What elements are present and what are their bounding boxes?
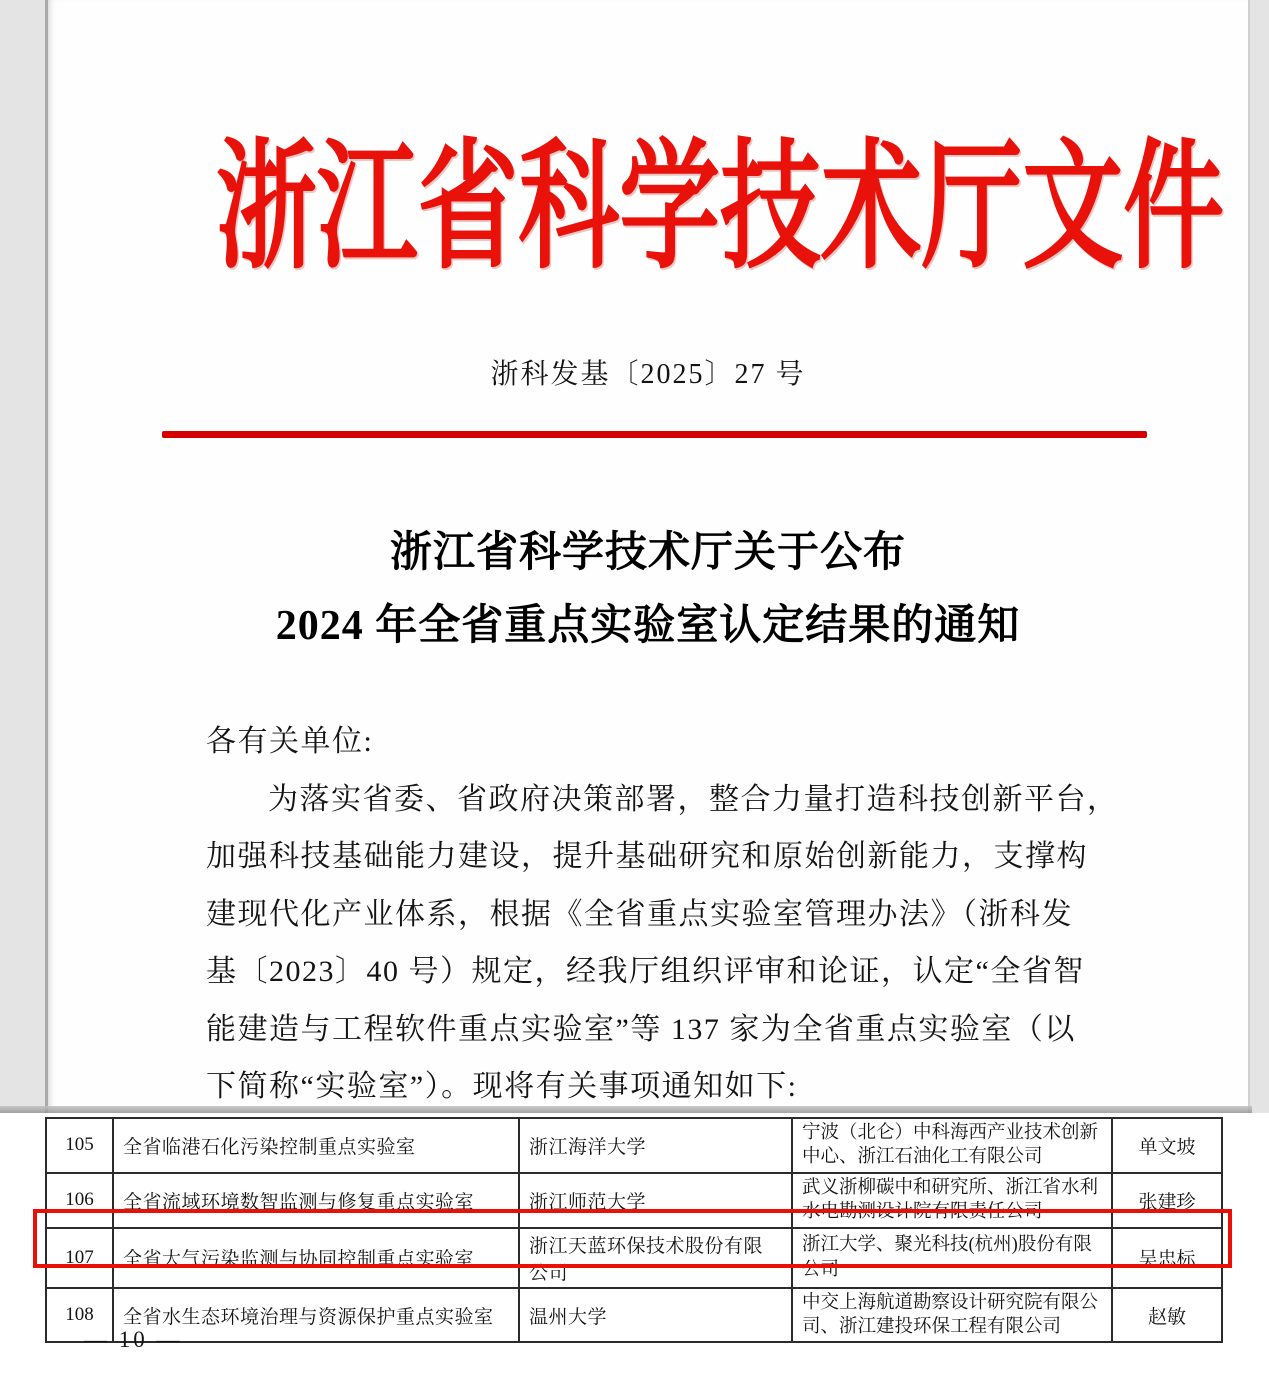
cell-index: 107 xyxy=(46,1228,113,1288)
cell-partner-orgs: 武义浙柳碳中和研究所、浙江省水利水电勘测设计院有限责任公司 xyxy=(792,1173,1112,1228)
cell-partner-orgs: 中交上海航道勘察设计研究院有限公司、浙江建投环保工程有限公司 xyxy=(792,1288,1112,1343)
cell-host-org: 浙江海洋大学 xyxy=(519,1118,792,1173)
body-paragraph xyxy=(206,713,1119,1116)
page-number: — 10 — xyxy=(84,1327,183,1352)
cell-partner-orgs: 浙江大学、聚光科技(杭州)股份有限公司 xyxy=(792,1228,1112,1288)
cell-director: 单文坡 xyxy=(1112,1118,1222,1173)
letterhead-red-rule xyxy=(162,431,1147,438)
cell-director: 张建珍 xyxy=(1112,1173,1222,1228)
body-line: 加强科技基础能力建设，提升基础研究和原始创新能力，支撑构 xyxy=(206,840,1088,873)
cell-host-org: 浙江师范大学 xyxy=(519,1173,792,1228)
table-row xyxy=(46,1288,1222,1343)
cell-index: 108 xyxy=(46,1288,113,1343)
body-line: 为落实省委、省政府决策部署，整合力量打造科技创新平台， xyxy=(268,782,1119,816)
cell-lab-name: 全省大气污染监测与协同控制重点实验室 xyxy=(113,1228,519,1288)
cell-director: 赵敏 xyxy=(1112,1288,1222,1343)
cell-lab-name: 全省临港石化污染控制重点实验室 xyxy=(113,1118,519,1173)
body-line: 基〔2023〕40 号）规定，经我厅组织评审和论证，认定“全省智 xyxy=(206,955,1085,988)
cell-lab-name: 全省流域环境数智监测与修复重点实验室 xyxy=(113,1173,519,1228)
body-line: 下简称“实验室”）。现将有关事项通知如下: xyxy=(206,1070,798,1103)
cell-host-org: 浙江天蓝环保技术股份有限公司 xyxy=(519,1228,792,1288)
results-table xyxy=(45,1117,1223,1343)
notice-title xyxy=(48,517,1248,663)
table-row xyxy=(46,1118,1222,1173)
cell-lab-name: 全省水生态环境治理与资源保护重点实验室 xyxy=(113,1288,519,1343)
document-number: 浙科发基〔2025〕27 号 xyxy=(490,359,806,390)
table-row-highlighted xyxy=(46,1228,1222,1288)
body-lines xyxy=(206,771,1119,1116)
cell-host-org: 温州大学 xyxy=(519,1288,792,1343)
table-row xyxy=(46,1173,1222,1228)
body-line: 建现代化产业体系，根据《全省重点实验室管理办法》（浙科发 xyxy=(206,897,1073,931)
cell-index: 105 xyxy=(46,1118,113,1173)
document-page xyxy=(45,0,1250,1113)
notice-title-line2: 2024 年全省重点实验室认定结果的通知 xyxy=(275,603,1021,649)
letterhead-banner-title: 浙江省科学技术厅文件 xyxy=(215,131,1225,286)
cell-director: 吴忠标 xyxy=(1112,1228,1222,1288)
salutation: 各有关单位: xyxy=(206,725,374,758)
notice-title-line1: 浙江省科学技术厅关于公布 xyxy=(389,530,906,576)
table-section xyxy=(0,1113,1269,1386)
body-line: 能建造与工程软件重点实验室”等 137 家为全省重点实验室（以 xyxy=(206,1012,1076,1046)
cell-index: 106 xyxy=(46,1173,113,1228)
cell-partner-orgs: 宁波（北仑）中科海西产业技术创新中心、浙江石油化工有限公司 xyxy=(792,1118,1112,1173)
